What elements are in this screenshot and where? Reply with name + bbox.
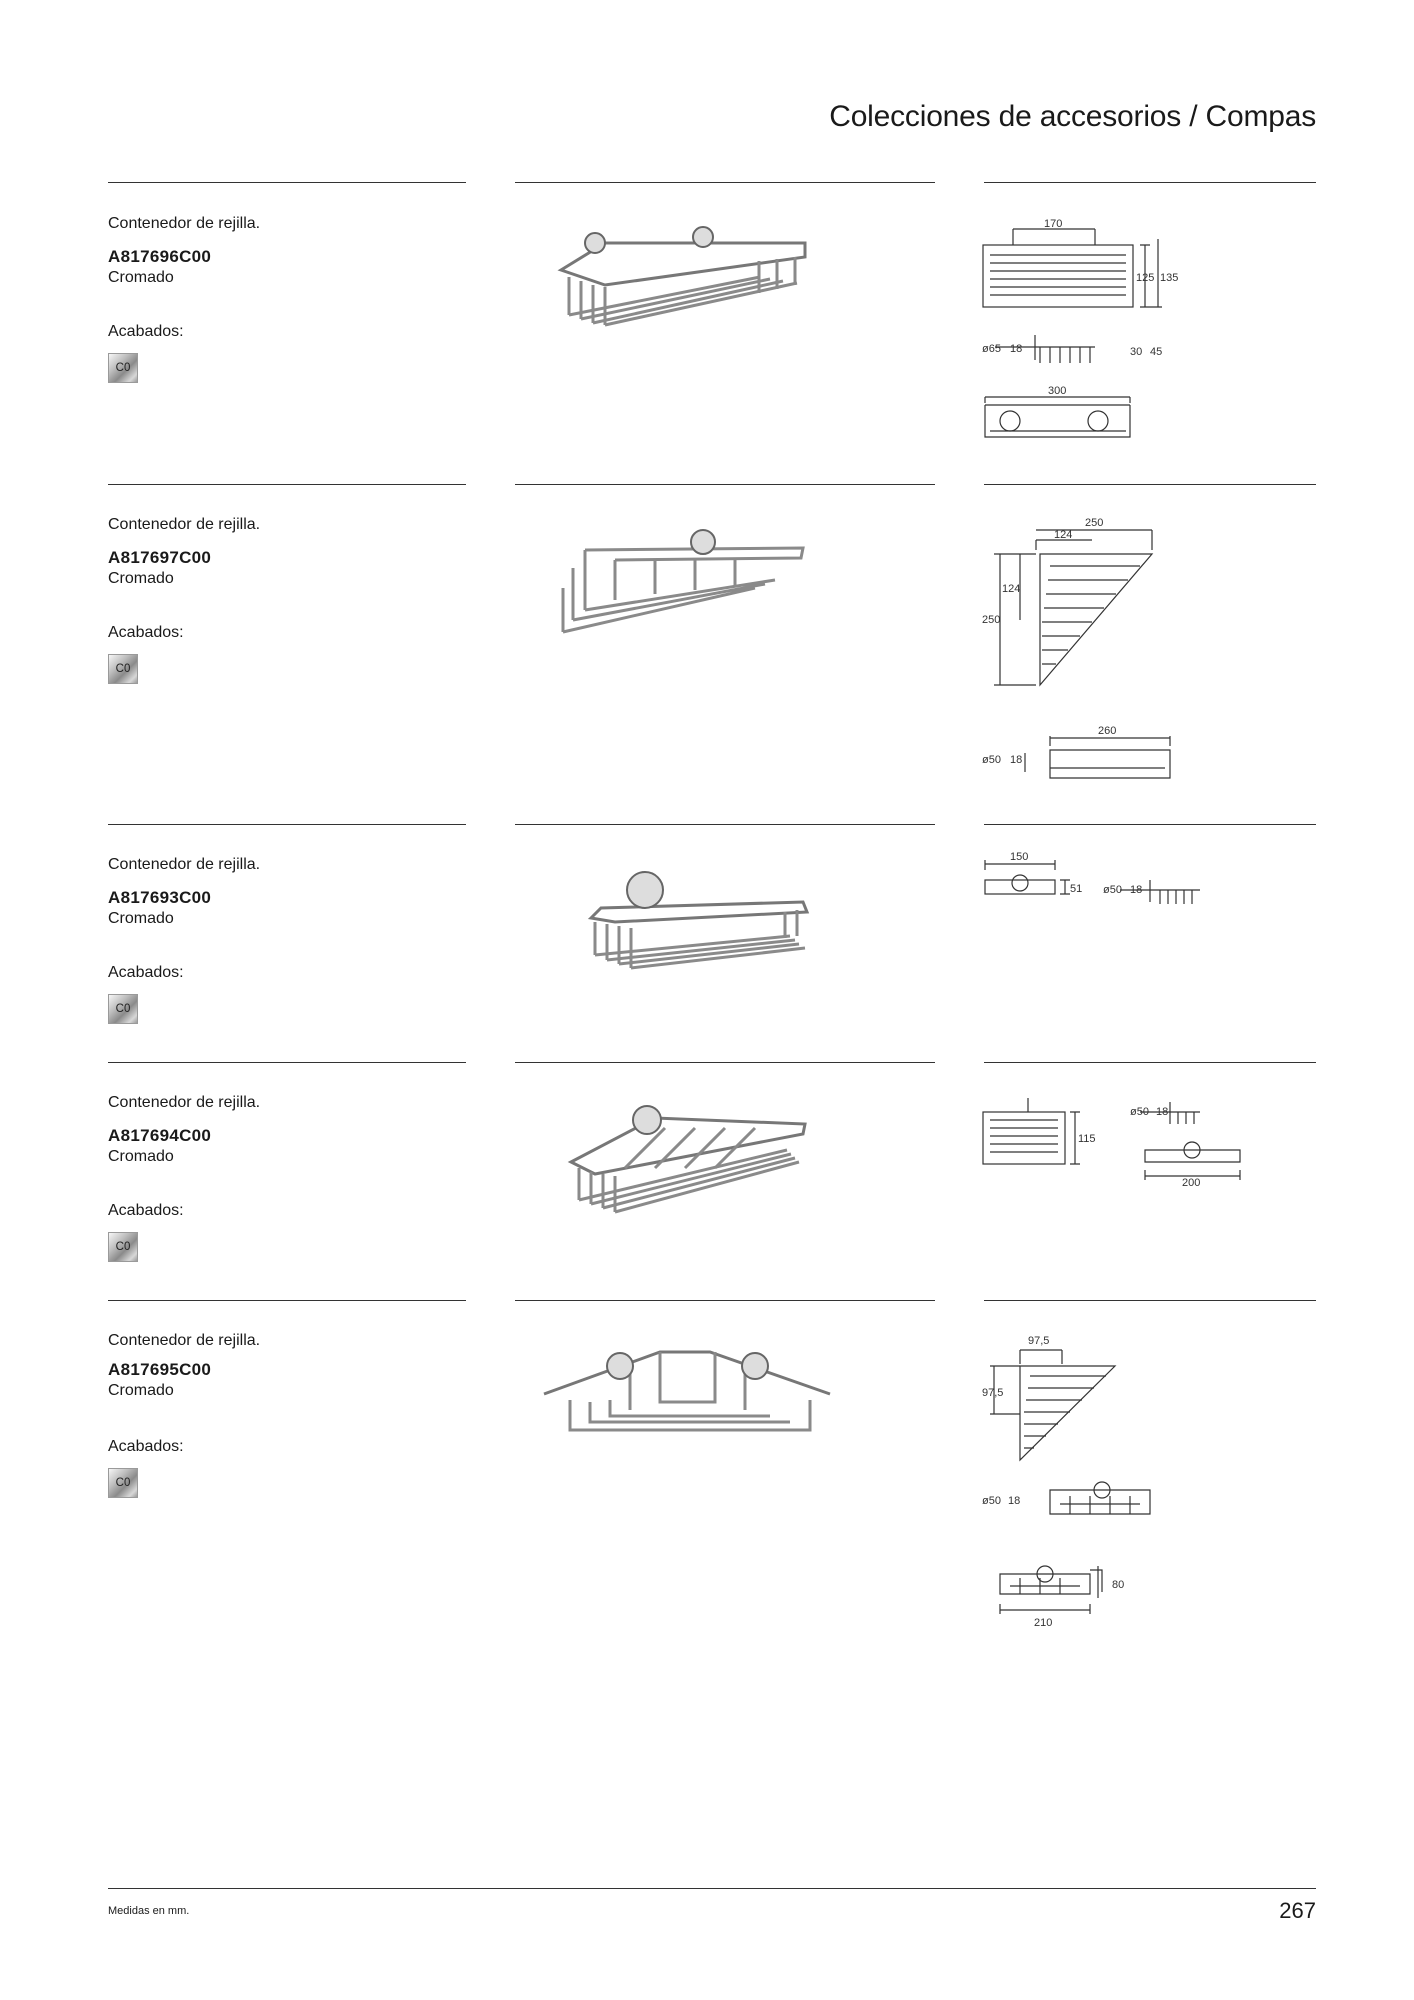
dim-label: ø50 [1130,1106,1149,1118]
dim-label: 18 [1010,343,1023,355]
product-description: Contenedor de rejilla. [108,516,261,533]
product-finish: Cromado [108,910,174,927]
product-description: Contenedor de rejilla. [108,1332,261,1349]
technical-drawing [980,1090,1250,1200]
finishes-label: Acabados: [108,323,184,340]
finishes-label: Acabados: [108,624,184,641]
product-code: A817694C00 [108,1126,212,1145]
product-photo [555,215,815,330]
dim-label: ø50 [1103,884,1122,896]
dim-label: 124 [1054,529,1073,541]
swatch-label: C0 [115,1003,131,1015]
swatch-label: C0 [115,663,131,675]
dim-label: 125 [1136,272,1155,284]
page-title: Colecciones de accesorios / Compas [829,100,1316,133]
dim-label: 150 [1010,851,1029,863]
finish-swatch-chrome [108,353,138,383]
dim-label: 124 [1002,583,1021,595]
product-description: Contenedor de rejilla. [108,215,261,232]
finish-swatch-chrome [108,994,138,1024]
technical-drawing [980,1330,1180,1630]
footer-note: Medidas en mm. [108,1905,190,1917]
product-finish: Cromado [108,570,174,587]
dim-label: 300 [1048,385,1067,397]
product-photo [585,860,815,975]
product-photo [555,520,815,645]
product-code: A817693C00 [108,888,212,907]
swatch-label: C0 [115,1477,131,1489]
dim-label: 260 [1098,725,1117,737]
finishes-label: Acabados: [108,1202,184,1219]
dim-label: 250 [1085,517,1104,529]
dim-label: 80 [1112,1579,1125,1591]
dim-label: 97,5 [982,1387,1004,1399]
dim-label: 115 [1078,1133,1096,1145]
product-finish: Cromado [108,269,174,286]
product-photo [540,1330,835,1450]
dim-label: 18 [1156,1106,1169,1118]
product-code: A817695C00 [108,1360,212,1379]
dim-label: 51 [1070,883,1083,895]
finish-swatch-chrome [108,654,138,684]
product-finish: Cromado [108,1148,174,1165]
footer-divider [108,1888,1316,1889]
swatch-label: C0 [115,1241,131,1253]
finish-swatch-chrome [108,1232,138,1262]
dim-label: 210 [1034,1617,1053,1629]
technical-drawing [980,205,1180,455]
dim-label: 30 [1130,346,1143,358]
product-photo [565,1098,815,1223]
page-number: 267 [1279,1898,1316,1923]
dim-label: ø50 [982,1495,1001,1507]
swatch-label: C0 [115,362,131,374]
dim-label: 97,5 [1028,1335,1050,1347]
dim-label: 135 [1160,272,1179,284]
dim-label: 18 [1008,1495,1021,1507]
finishes-label: Acabados: [108,1438,184,1455]
technical-drawing [980,850,1240,920]
product-code: A817696C00 [108,247,212,266]
dim-label: 170 [1044,218,1063,230]
dim-label: 250 [982,614,1001,626]
dim-label: 18 [1130,884,1143,896]
product-description: Contenedor de rejilla. [108,856,261,873]
product-code: A817697C00 [108,548,212,567]
dim-label: 18 [1010,754,1023,766]
product-finish: Cromado [108,1382,174,1399]
dim-label: 45 [1150,346,1163,358]
dim-label: 200 [1182,1177,1201,1189]
dim-label: ø50 [982,754,1001,766]
technical-drawing [980,510,1180,795]
product-description: Contenedor de rejilla. [108,1094,261,1111]
finish-swatch-chrome [108,1468,138,1498]
finishes-label: Acabados: [108,964,184,981]
dim-label: ø65 [982,343,1001,355]
